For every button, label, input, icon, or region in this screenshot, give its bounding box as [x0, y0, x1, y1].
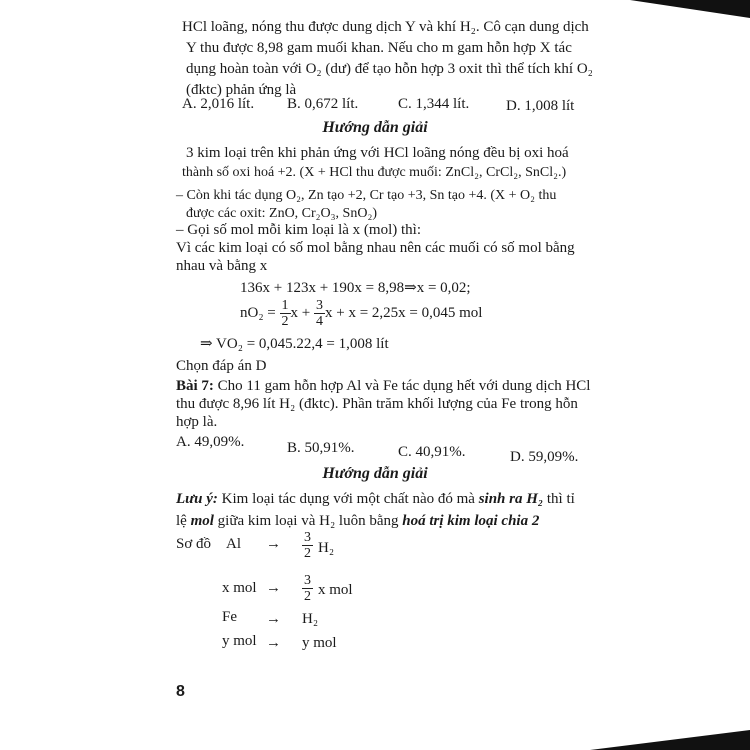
note-text: thì tỉ [546, 491, 575, 507]
problem-7-line [176, 378, 590, 395]
scheme-right: H₂ [302, 611, 319, 627]
scheme-left: x mol [222, 580, 257, 596]
problem-text-line: Y thu được 8,98 gam muối khan. Nếu cho m gam hỗn hợp X tác [186, 40, 572, 56]
solution-line: nhau và bằng x [176, 258, 268, 274]
problem-text-line: HCl loãng, nóng thu được dung dịch Y và khí H₂. Cô cạn dung dịch [182, 19, 589, 35]
option-d: D. 59,09%. [510, 449, 579, 465]
note-text: giữa kim loại và H₂ luôn bằng [217, 513, 399, 529]
problem-label: Bài 7: [176, 378, 214, 394]
equation-line [240, 298, 482, 329]
note-label: Lưu ý: [176, 491, 218, 507]
fraction-denominator: 2 [304, 589, 311, 604]
note-line [176, 491, 575, 508]
equation-line: 136x + 123x + 190x = 8,98⇒x = 0,02; [240, 280, 471, 296]
solution-line: thành số oxi hoá +2. (X + HCl thu được muối: ZnCl₂, CrCl₂, SnCl₂.) [182, 165, 567, 180]
fraction-denominator: 2 [304, 546, 311, 561]
problem-7-line: thu được 8,96 lít H₂ (đktc). Phần trăm khối lượng của Fe trong hỗn [176, 396, 578, 412]
option-b: B. 50,91%. [287, 440, 355, 456]
arrow-icon: → [266, 635, 281, 651]
guide-heading: Hướng dẫn giải [322, 465, 428, 482]
guide-heading: Hướng dẫn giải [322, 119, 428, 136]
fraction-numerator: 1 [281, 298, 289, 313]
solution-line: được các oxit: ZnO, Cr₂O₃, SnO₂) [186, 206, 377, 221]
note-emphasis: mol [190, 513, 214, 529]
scheme-left: Al [226, 536, 241, 552]
problem-text: Cho 11 gam hỗn hợp Al và Fe tác dụng hết với dung dịch HCl [217, 378, 591, 394]
problem-7-line: hợp là. [176, 414, 218, 430]
solution-line: 3 kim loại trên khi phản ứng với HCl loãng nóng đều bị oxi hoá [186, 145, 569, 161]
scheme-left: Fe [222, 609, 237, 625]
page-corner-shadow-bottom [590, 730, 750, 750]
page-number: 8 [176, 683, 185, 700]
equation-term: x + x = 2,25x = 0,045 mol [325, 304, 483, 321]
solution-line: – Còn khi tác dụng O₂, Zn tạo +2, Cr tạo +3, Sn tạo +4. (X + O₂ thu [176, 188, 557, 203]
option-d: D. 1,008 lít [506, 98, 575, 114]
option-c: C. 1,344 lít. [398, 96, 470, 112]
note-emphasis: hoá trị kim loại chia 2 [402, 513, 540, 529]
fraction [314, 298, 325, 329]
fraction-numerator: 3 [316, 298, 323, 313]
fraction [302, 530, 313, 561]
answer-line: Chọn đáp án D [176, 358, 267, 374]
note-line [176, 513, 539, 530]
equation-term: x + [290, 304, 311, 321]
scheme-right: x mol [318, 582, 353, 598]
option-b: B. 0,672 lít. [287, 96, 359, 112]
arrow-icon: → [266, 611, 281, 627]
fraction-denominator: 4 [316, 314, 323, 329]
fraction [280, 298, 291, 329]
equation-term: nO₂ = [240, 304, 276, 321]
scheme-left: y mol [222, 633, 257, 649]
fraction-numerator: 3 [304, 573, 311, 588]
arrow-icon: → [266, 580, 281, 596]
arrow-icon: → [266, 536, 281, 552]
scheme-right: y mol [302, 635, 337, 651]
scheme-label: Sơ đồ [176, 536, 212, 552]
problem-text-line: dụng hoàn toàn với O₂ (dư) để tạo hỗn hợp 3 oxit thì thể tích khí O₂ [186, 61, 593, 77]
note-emphasis: sinh ra H₂ [478, 491, 544, 507]
page-corner-shadow [630, 0, 750, 18]
scheme-right: H₂ [318, 540, 335, 556]
fraction-denominator: 2 [281, 314, 289, 329]
problem-text-line: (đktc) phản ứng là [186, 82, 297, 98]
option-a: A. 2,016 lít. [182, 96, 255, 112]
fraction [302, 573, 313, 604]
solution-line: Vì các kim loại có số mol bằng nhau nên các muối có số mol bằng [176, 240, 575, 256]
note-text: Kim loại tác dụng với một chất nào đó mà [221, 491, 475, 507]
note-text: lệ [176, 513, 187, 529]
option-c: C. 40,91%. [398, 444, 466, 460]
option-a: A. 49,09%. [176, 434, 245, 450]
solution-line: – Gọi số mol mỗi kim loại là x (mol) thì: [176, 222, 421, 238]
fraction-numerator: 3 [304, 530, 311, 545]
equation-line: ⇒ VO₂ = 0,045.22,4 = 1,008 lít [200, 336, 389, 352]
